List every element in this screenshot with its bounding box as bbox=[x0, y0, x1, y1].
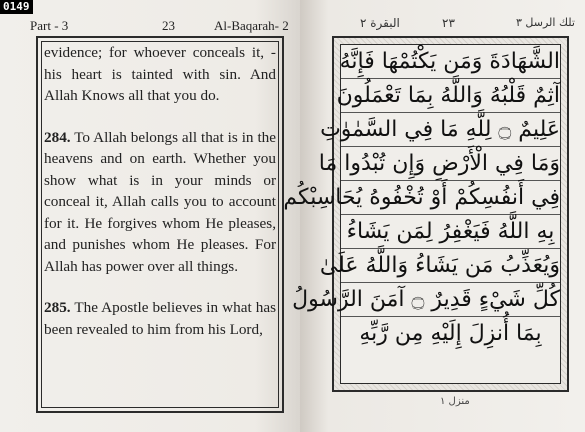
arabic-line: بِمَا أُنزِلَ إِلَيْهِ مِن رَّبِّهِ bbox=[359, 321, 542, 346]
image-id-badge: 0149 bbox=[0, 0, 33, 14]
arabic-line: وَمَا فِي الْأَرْضِ وَإِن تُبْدُوا مَا bbox=[341, 147, 560, 181]
header-page-number: 23 bbox=[162, 18, 175, 33]
arabic-text-frame bbox=[283, 36, 569, 392]
paragraph-verse-285: 285. The Apostle believes in what has been revealed to him from his Lord, bbox=[44, 299, 276, 338]
arabic-header-right: تلك الرسل ٣ bbox=[516, 16, 575, 29]
translation-text bbox=[44, 42, 276, 360]
arabic-line: فِي أَنفُسِكُمْ أَوْ تُخْفُوهُ يُحَاسِبْكُم bbox=[341, 181, 560, 215]
header-part: Part - 3 bbox=[30, 18, 69, 33]
paragraph-continuation: evidence; for whoever conceals it, - his heart is tainted with sin. And Allah Knows all that you do. bbox=[44, 44, 276, 104]
manzil-footer: منزل ١ bbox=[440, 396, 470, 407]
arabic-line: عَلِيمٌ ۝ لِلَّهِ مَا فِي السَّمٰوٰتِ bbox=[341, 113, 560, 147]
arabic-header-page: ٢٣ bbox=[442, 16, 455, 30]
arabic-line: الشَّهَادَةَ وَمَن يَكْتُمْهَا فَإِنَّهُ bbox=[341, 45, 560, 79]
header-surah: Al-Baqarah- 2 bbox=[214, 18, 289, 33]
arabic-line: وَيُعَذِّبُ مَن يَشَاءُ وَاللَّهُ عَلَىٰ bbox=[341, 249, 560, 283]
arabic-header-surah: البقرة ٢ bbox=[360, 16, 400, 30]
paragraph-verse-284: 284. To Allah belongs all that is in the heavens and on earth. Whether you show what is in your minds or conceal it, Allah calls you to account for it. He forgives whom He pleases, and punishes whom He pleases. For Allah has power over all things. bbox=[44, 128, 276, 275]
arabic-line: بِهِ اللَّهُ فَيَغْفِرُ لِمَن يَشَاءُ bbox=[341, 215, 560, 249]
arabic-line: آثِمٌ قَلْبُهُ وَاللَّهُ بِمَا تَعْمَلُونَ bbox=[341, 79, 560, 113]
arabic-line: كُلِّ شَيْءٍ قَدِيرٌ ۝ آمَنَ الرَّسُولُ bbox=[341, 283, 560, 317]
